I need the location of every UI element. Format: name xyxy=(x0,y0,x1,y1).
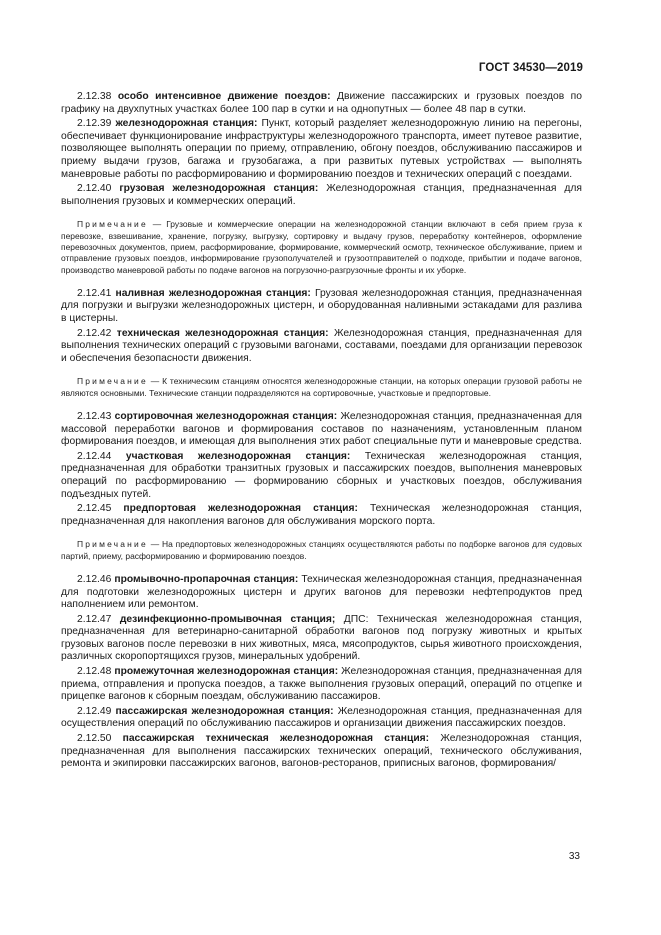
clause-number: 2.12.47 xyxy=(77,613,112,625)
term-name: техническая железнодорожная станция: xyxy=(116,327,329,339)
definition-text: Железнодорожная станция, предназначенная для массовой переработки вагонов и формирования составов по назначениям, установленным планом формирования поездов, и имеющая для выполнения этих работ специальные пути и маневровые средства. xyxy=(61,410,582,448)
document-body xyxy=(61,91,582,771)
clause-number: 2.12.39 xyxy=(77,118,112,130)
definition-text: ДПС: Техническая железнодорожная станция, предназначенная для ветеринарно-санитарной обработки вагонов под погрузку животных и крытых грузовых вагонов после перевозки в них животных, мяса, мясопродуктов, сырья животного происхождения, различных скоропортящихся грузов, минеральных удобрений. xyxy=(61,613,582,663)
clause-number: 2.12.42 xyxy=(77,327,112,339)
term-definition xyxy=(61,614,582,664)
definition-text: Техническая железнодорожная станция, предназначенная для накопления вагонов для обслуживания морского порта. xyxy=(61,503,582,527)
term-name: наливная железнодорожная станция: xyxy=(115,287,311,299)
note-text: — Грузовые и коммерческие операции на железнодорожной станции включают в себя прием груза к перевозке, взвешивание, хранение, погрузку, выгрузку, сортировку и выдачу грузов, переработку контейнеров, оформление перевозочных документов, прием, расформирование, формирование, коммерческий осмотр, техническое обслуживание, прием и отправление грузовых поездов, информирование грузополучателей и грузоотправителей о подходе, прибытии и подаче вагонов, производство маневровой работы по подаче вагонов на погрузочно-разгрузочные фронты и их уборке. xyxy=(61,219,582,275)
document-id: ГОСТ 34530—2019 xyxy=(478,62,583,74)
term-name: промывочно-пропарочная станция: xyxy=(114,573,299,585)
term-definition xyxy=(61,288,582,326)
term-name: предпортовая железнодорожная станция: xyxy=(123,503,358,515)
term-definition xyxy=(61,411,582,449)
definition-text: Железнодорожная станция, предназначенная для выполнения грузовых и коммерческих операций. xyxy=(61,183,582,207)
term-definition xyxy=(61,183,582,208)
clause-number: 2.12.44 xyxy=(77,450,112,462)
term-definition xyxy=(61,91,582,116)
term-definition xyxy=(61,574,582,612)
term-name: особо интенсивное движение поездов: xyxy=(117,91,331,102)
term-name: железнодорожная станция: xyxy=(115,118,258,130)
term-definition xyxy=(61,503,582,528)
note-label: Примечание xyxy=(77,219,148,230)
note xyxy=(61,539,582,562)
clause-number: 2.12.40 xyxy=(77,183,112,195)
term-definition xyxy=(61,118,582,181)
definition-text: Техническая железнодорожная станция, предназначенная для обработки транзитных грузовых и пассажирских поездов, выполнения маневровых операций по расформированию — формированию сборных и участковых поездов, обслуживания подъездных путей. xyxy=(61,450,582,500)
note-text: — К техническим станциям относятся железнодорожные станции, на которых операции грузовой работы не являются основными. Технические станции подразделяются на сортировочные, участковые и предпортовые. xyxy=(61,376,582,398)
clause-number: 2.12.48 xyxy=(77,666,112,678)
clause-number: 2.12.45 xyxy=(77,503,112,515)
definition-text: Железнодорожная станция, предназначенная для выполнения пассажирских технических операций, технического обслуживания, ремонта и экипировки пассажирских вагонов, вагонов-ресторанов, приписных вагонов, формирования/ xyxy=(61,733,582,770)
clause-number: 2.12.43 xyxy=(77,410,112,422)
clause-number: 2.12.46 xyxy=(77,573,112,585)
note xyxy=(61,376,582,399)
definition-text: Грузовая железнодорожная станция, предназначенная для погрузки и выгрузки железнодорожных цистерн, и оборудованная наливными эстакадами для разлива в цистерны. xyxy=(61,287,582,325)
term-name: участковая железнодорожная станция: xyxy=(125,450,351,462)
term-name: пассажирская техническая железнодорожная станция: xyxy=(122,733,430,745)
term-name: сортировочная железнодорожная станция: xyxy=(114,410,338,422)
definition-text: Железнодорожная станция, предназначенная для выполнения технических операций с грузовыми вагонами, составами, поездами для организации перевозок и обеспечения безопасности движения. xyxy=(61,327,582,364)
definition-text: Железнодорожная станция, предназначенная для приема, отправления и пропуска поездов, а также выполнения грузовых операций, операций по отцепке и прицепке вагонов к сборным поездам, обслуживанию пассажиров. xyxy=(61,666,582,703)
term-definition xyxy=(61,666,582,704)
term-name: дезинфекционно-промывочная станция; xyxy=(119,613,336,625)
note-label: Примечание xyxy=(77,376,148,387)
definition-text: Пункт, который разделяет железнодорожную линию на перегоны, обеспечивает функционирование инфраструктуры железнодорожного транспорта, имеет путевое развитие, позволяющее выполнять операции по приему, отправлению, обгону поездов, обслуживанию пассажиров и приему выдачи грузов, багажа и грузобагажа, а при развитых путевых устройствах — выполнять маневровые работы по расформированию и формированию поездов и технических операций с поездами. xyxy=(61,118,582,180)
note xyxy=(61,219,582,275)
clause-number: 2.12.49 xyxy=(77,705,112,717)
note-label: Примечание xyxy=(77,539,148,550)
term-name: грузовая железнодорожная станция: xyxy=(119,183,319,195)
clause-number: 2.12.50 xyxy=(77,733,112,745)
term-definition xyxy=(61,328,582,366)
definition-text: Железнодорожная станция, предназначенная для осуществления операций по обслуживанию пассажиров и организации движения пассажирских поездов. xyxy=(61,705,582,730)
term-definition xyxy=(61,451,582,501)
term-definition xyxy=(61,733,582,771)
definition-text: Движение пассажирских и грузовых поездов по графику на двухпутных участках более 100 пар в сутки и на однопутных — более 48 пар в сутки. xyxy=(61,91,582,115)
term-definition xyxy=(61,706,582,731)
note-text: — На предпортовых железнодорожных станциях осуществляются работы по подборке вагонов для судовых партий, приему, расформированию и формированию поездов. xyxy=(61,539,582,561)
term-name: промежуточная железнодорожная станция: xyxy=(114,666,339,678)
term-name: пассажирская железнодорожная станция: xyxy=(115,705,334,717)
page-number: 33 xyxy=(568,851,580,862)
definition-text: Техническая железнодорожная станция, предназначенная для подготовки железнодорожных цистерн и других вагонов для перевозки нефтепродуктов пред наполнением или ремонтом. xyxy=(61,573,582,611)
clause-number: 2.12.41 xyxy=(77,287,112,299)
clause-number: 2.12.38 xyxy=(77,91,112,102)
